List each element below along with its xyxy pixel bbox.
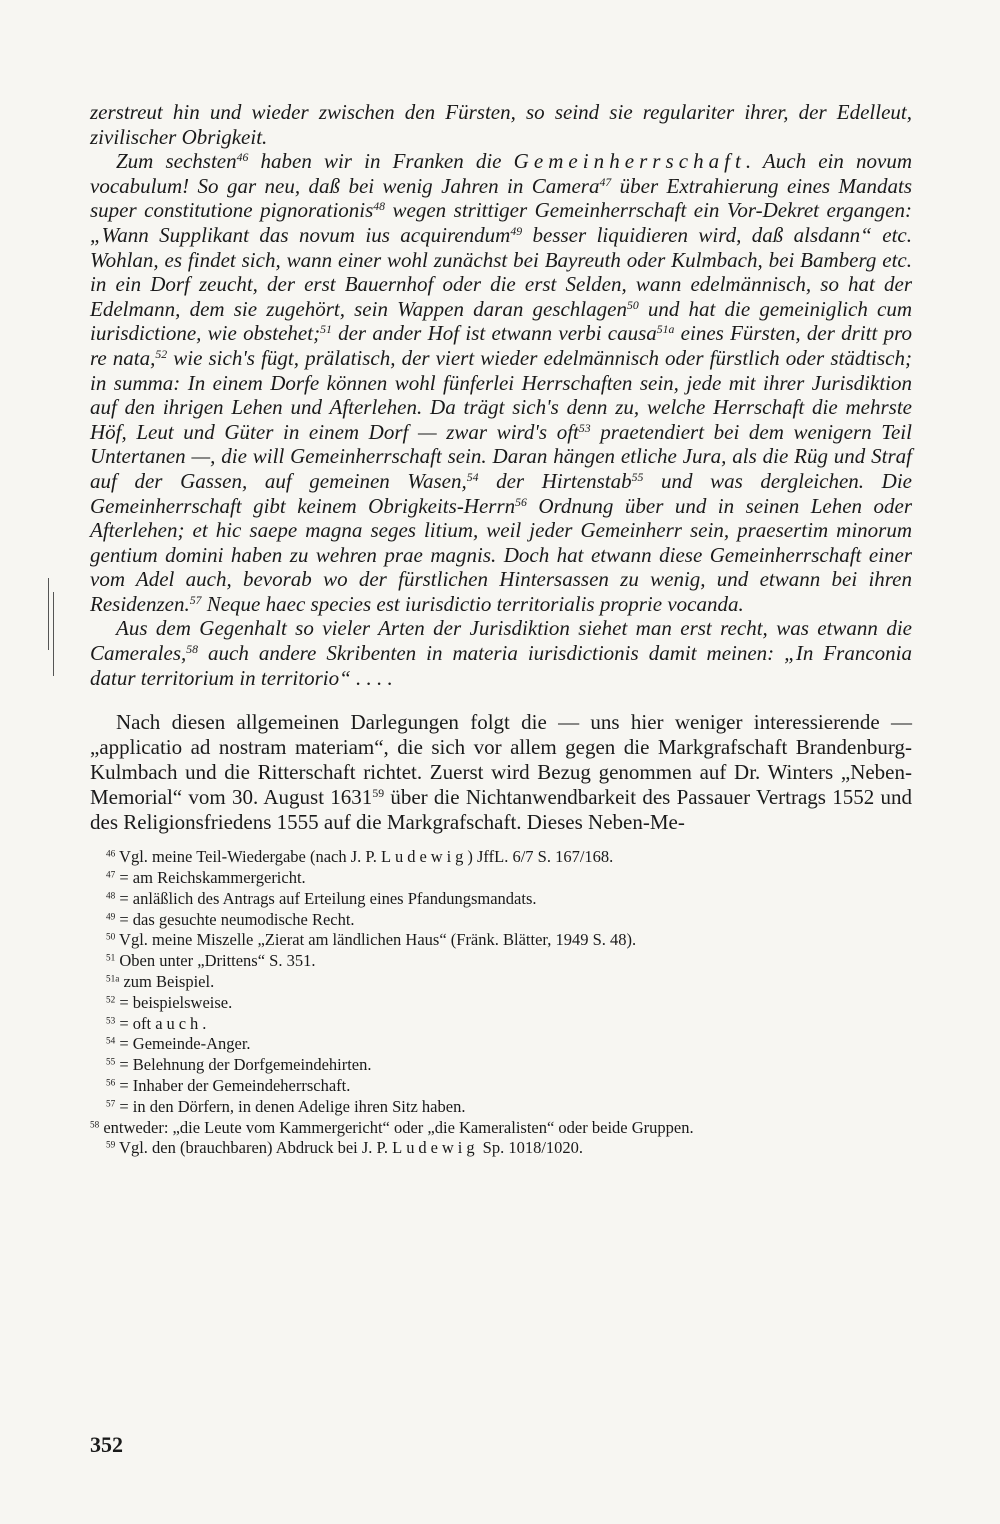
- text-run: auch andere Skribenten in materia iurisdictionis damit meinen: „In Franconia datur territorium in territorio“ . . . .: [90, 641, 912, 690]
- footnote-marker: 54: [466, 470, 479, 484]
- text-run: wegen strittiger Gemeinherrschaft ein Vor-Dekret ergangen: „Wann Supplikant das novum ius acquirendum: [90, 198, 912, 247]
- footnote-marker: 56: [106, 1077, 116, 1088]
- footnote-marker: 52: [155, 347, 168, 361]
- margin-mark: [46, 578, 58, 678]
- text-run: = in den Dörfern, in denen Adelige ihren Sitz haben.: [115, 1096, 466, 1116]
- footnote-marker: 52: [106, 994, 116, 1005]
- text-run: zum Beispiel.: [119, 972, 215, 992]
- footnote: [90, 1138, 912, 1159]
- text-run: = Inhaber der Gemeindeherrschaft.: [115, 1076, 351, 1096]
- footnote: [90, 930, 912, 951]
- footnote-marker: 46: [106, 848, 116, 859]
- footnote-marker: 56: [515, 495, 527, 509]
- page-number: 352: [90, 1432, 123, 1457]
- footnote-marker: 49: [106, 911, 116, 922]
- footnote-marker: 48: [373, 200, 386, 214]
- text-run: = das gesuchte neumodische Recht.: [115, 909, 355, 929]
- spaced-emphasis: auch: [155, 1013, 203, 1033]
- text-run: = beispielsweise.: [115, 992, 233, 1012]
- text-run: und hat die gemeiniglich cum iurisdictione, wie obstehet;: [90, 296, 912, 346]
- footnote-marker: 53: [106, 1015, 116, 1026]
- footnote: [90, 1055, 912, 1076]
- footnote: [90, 1034, 912, 1055]
- footnote-marker: 59: [372, 787, 385, 801]
- spaced-emphasis: Gemeinherrschaft: [513, 149, 746, 174]
- text-run: = Belehnung der Dorfgemeindehirten.: [115, 1055, 372, 1075]
- footnote: [90, 951, 912, 972]
- spaced-emphasis: Ludewig: [381, 847, 468, 867]
- footnote-marker: 55: [631, 470, 644, 484]
- text-run: Aus dem Gegenhalt so vieler Arten der Jurisdiktion siehet man erst recht, was etwann die Camerales,: [90, 616, 912, 666]
- footnote-marker: 58: [90, 1119, 100, 1130]
- text-run: Vgl. den (brauchbaren) Abdruck bei J. P.: [115, 1138, 393, 1158]
- text-run: praetendiert bei dem wenigern Teil Untertanen —, die will Gemeinherrschaft sein. Daran hängen etliche Jura, als die Rüg und Straf auf der Gassen, auf gemeinen Wasen,: [90, 419, 912, 493]
- footnote-marker: 55: [106, 1056, 116, 1067]
- footnote-marker: 47: [106, 869, 116, 880]
- footnote-marker: 57: [189, 593, 202, 607]
- footnote-marker: 48: [106, 890, 116, 901]
- quote-paragraph-1: [90, 100, 912, 149]
- text-run: eines Fürsten, der dritt pro re nata,: [90, 321, 912, 370]
- footnote: [90, 1097, 912, 1118]
- text-run: = am Reichskammergericht.: [115, 868, 306, 888]
- body-paragraph: [90, 710, 912, 835]
- footnote: [90, 847, 912, 868]
- footnote-marker: 51: [320, 323, 332, 337]
- text-run: Oben unter „Drittens“ S. 351.: [115, 951, 316, 971]
- text-run: und was dergleichen. Die Gemeinherrschaft gibt keinem Obrigkeits-Herrn: [90, 468, 912, 518]
- text-run: Sp. 1018/1020.: [478, 1138, 584, 1158]
- text-run: der Hirtenstab: [478, 468, 632, 493]
- footnote-marker: 58: [186, 643, 198, 657]
- text-run: . Auch ein novum vocabulum! So gar neu, daß bei wenig Jahren in Camera: [90, 149, 912, 198]
- footnote: [90, 1118, 912, 1139]
- footnote: [90, 868, 912, 889]
- text-run: .: [202, 1013, 207, 1033]
- text-run: der ander Hof ist etwann verbi causa: [331, 321, 657, 346]
- text-run: haben wir in Franken die: [248, 149, 514, 174]
- text-run: = Gemeinde-Anger.: [115, 1034, 251, 1054]
- text-run: Nach diesen allgemeinen Darlegungen folgt die — uns hier weniger interessierende — „applicatio ad nostram materiam“, die sich vor allem gegen die Markgrafschaft Brandenburg-Kulmbach und die Ritterschaft richtet. Zuerst wird Bezug genommen auf Dr. Winters „Neben-Memorial“ vom 30. August 1631: [90, 710, 912, 810]
- footnote: [90, 993, 912, 1014]
- footnote-marker: 51a: [656, 323, 675, 337]
- footnote-marker: 51: [106, 952, 116, 963]
- text-run: wie sich's fügt, prälatisch, der viert wieder edelmännisch oder fürstlich oder städtisch; in summa: In einem Dorfe können wohl fünferlei Herrschaften sein, jede mit ihrer Jurisdiktion auf den ihrigen Lehen und Afterlehen. Da trägt sich's denn zu, welche Herrschaft die mehrste Höf, Leut und Güter in einem Dorf — zwar wird's oft: [90, 345, 912, 444]
- footnote-marker: 50: [106, 931, 116, 942]
- footnote-marker: 50: [626, 298, 639, 312]
- footnote-marker: 51a: [106, 973, 120, 984]
- text-run: über die Nichtanwendbarkeit des Passauer Vertrags 1552 und des Religionsfriedens 1555 auf die Markgrafschaft. Dieses Neben-Me-: [90, 785, 912, 835]
- text-run: Vgl. meine Teil-Wiedergabe (nach J. P.: [115, 847, 382, 867]
- body-text: [90, 710, 912, 835]
- quoted-passage: [90, 100, 912, 690]
- footnote-marker: 59: [106, 1139, 116, 1150]
- text-run: besser liquidieren wird, daß alsdann“ etc. Wohlan, es findet sich, wann einer wohl zunächst bei Bayreuth oder Kulmbach, bei Bamberg etc. in ein Dorf zeucht, der erst Bauernhof oder die erst Selden, wann edelmännisch, so hat der Edelmann, dem sie zugehört, sein Wappen daran geschlagen: [90, 222, 912, 321]
- text-run: Ordnung über und in seinen Lehen oder Afterlehen; et hic saepe magna seges litium, weil jeder Gemeinherr sein, praesertim minorum gentium domini haben zu wehren prae magnis. Doch hat etwann diese Gemeinherrschaft einer vom Adel auch, bevorab wo der fürstlichen Hintersassen zu wenig, und etwann bei ihren Residenzen.: [90, 493, 912, 616]
- text-run: zerstreut hin und wieder zwischen den Fürsten, so seind sie regulariter ihrer, der Edelleut, zivilischer Obrigkeit.: [90, 100, 912, 149]
- footnote-marker: 57: [106, 1098, 116, 1109]
- spaced-emphasis: Ludewig: [392, 1138, 479, 1158]
- footnote-marker: 54: [106, 1035, 116, 1046]
- footnote-marker: 46: [236, 151, 249, 165]
- page-text: [90, 100, 912, 1159]
- footnote-marker: 53: [578, 421, 591, 435]
- text-run: Zum sechsten: [116, 149, 237, 174]
- text-run: Neque haec species est iurisdictio territorialis proprie vocanda.: [201, 591, 744, 616]
- footnote-marker: 49: [510, 224, 523, 238]
- footnote: [90, 910, 912, 931]
- footnote: [90, 1076, 912, 1097]
- text-run: über Extrahierung eines Mandats super constitutione pignorationis: [90, 173, 913, 223]
- footnote: [90, 1014, 912, 1035]
- footnote: [90, 972, 912, 993]
- footnote-marker: 47: [599, 175, 612, 189]
- quote-paragraph-3: [90, 616, 912, 690]
- quote-paragraph-2: [90, 149, 912, 616]
- text-run: = anläßlich des Antrags auf Erteilung eines Pfandungsmandats.: [115, 888, 537, 908]
- text-run: entweder: „die Leute vom Kammergericht“ oder „die Kameralisten“ oder beide Gruppen.: [99, 1117, 694, 1137]
- footnotes: [90, 847, 912, 1159]
- text-run: ) JffL. 6/7 S. 167/168.: [467, 847, 614, 867]
- text-run: Vgl. meine Miszelle „Zierat am ländlichen Haus“ (Fränk. Blätter, 1949 S. 48).: [115, 930, 637, 950]
- footnote: [90, 889, 912, 910]
- text-run: = oft: [115, 1013, 156, 1033]
